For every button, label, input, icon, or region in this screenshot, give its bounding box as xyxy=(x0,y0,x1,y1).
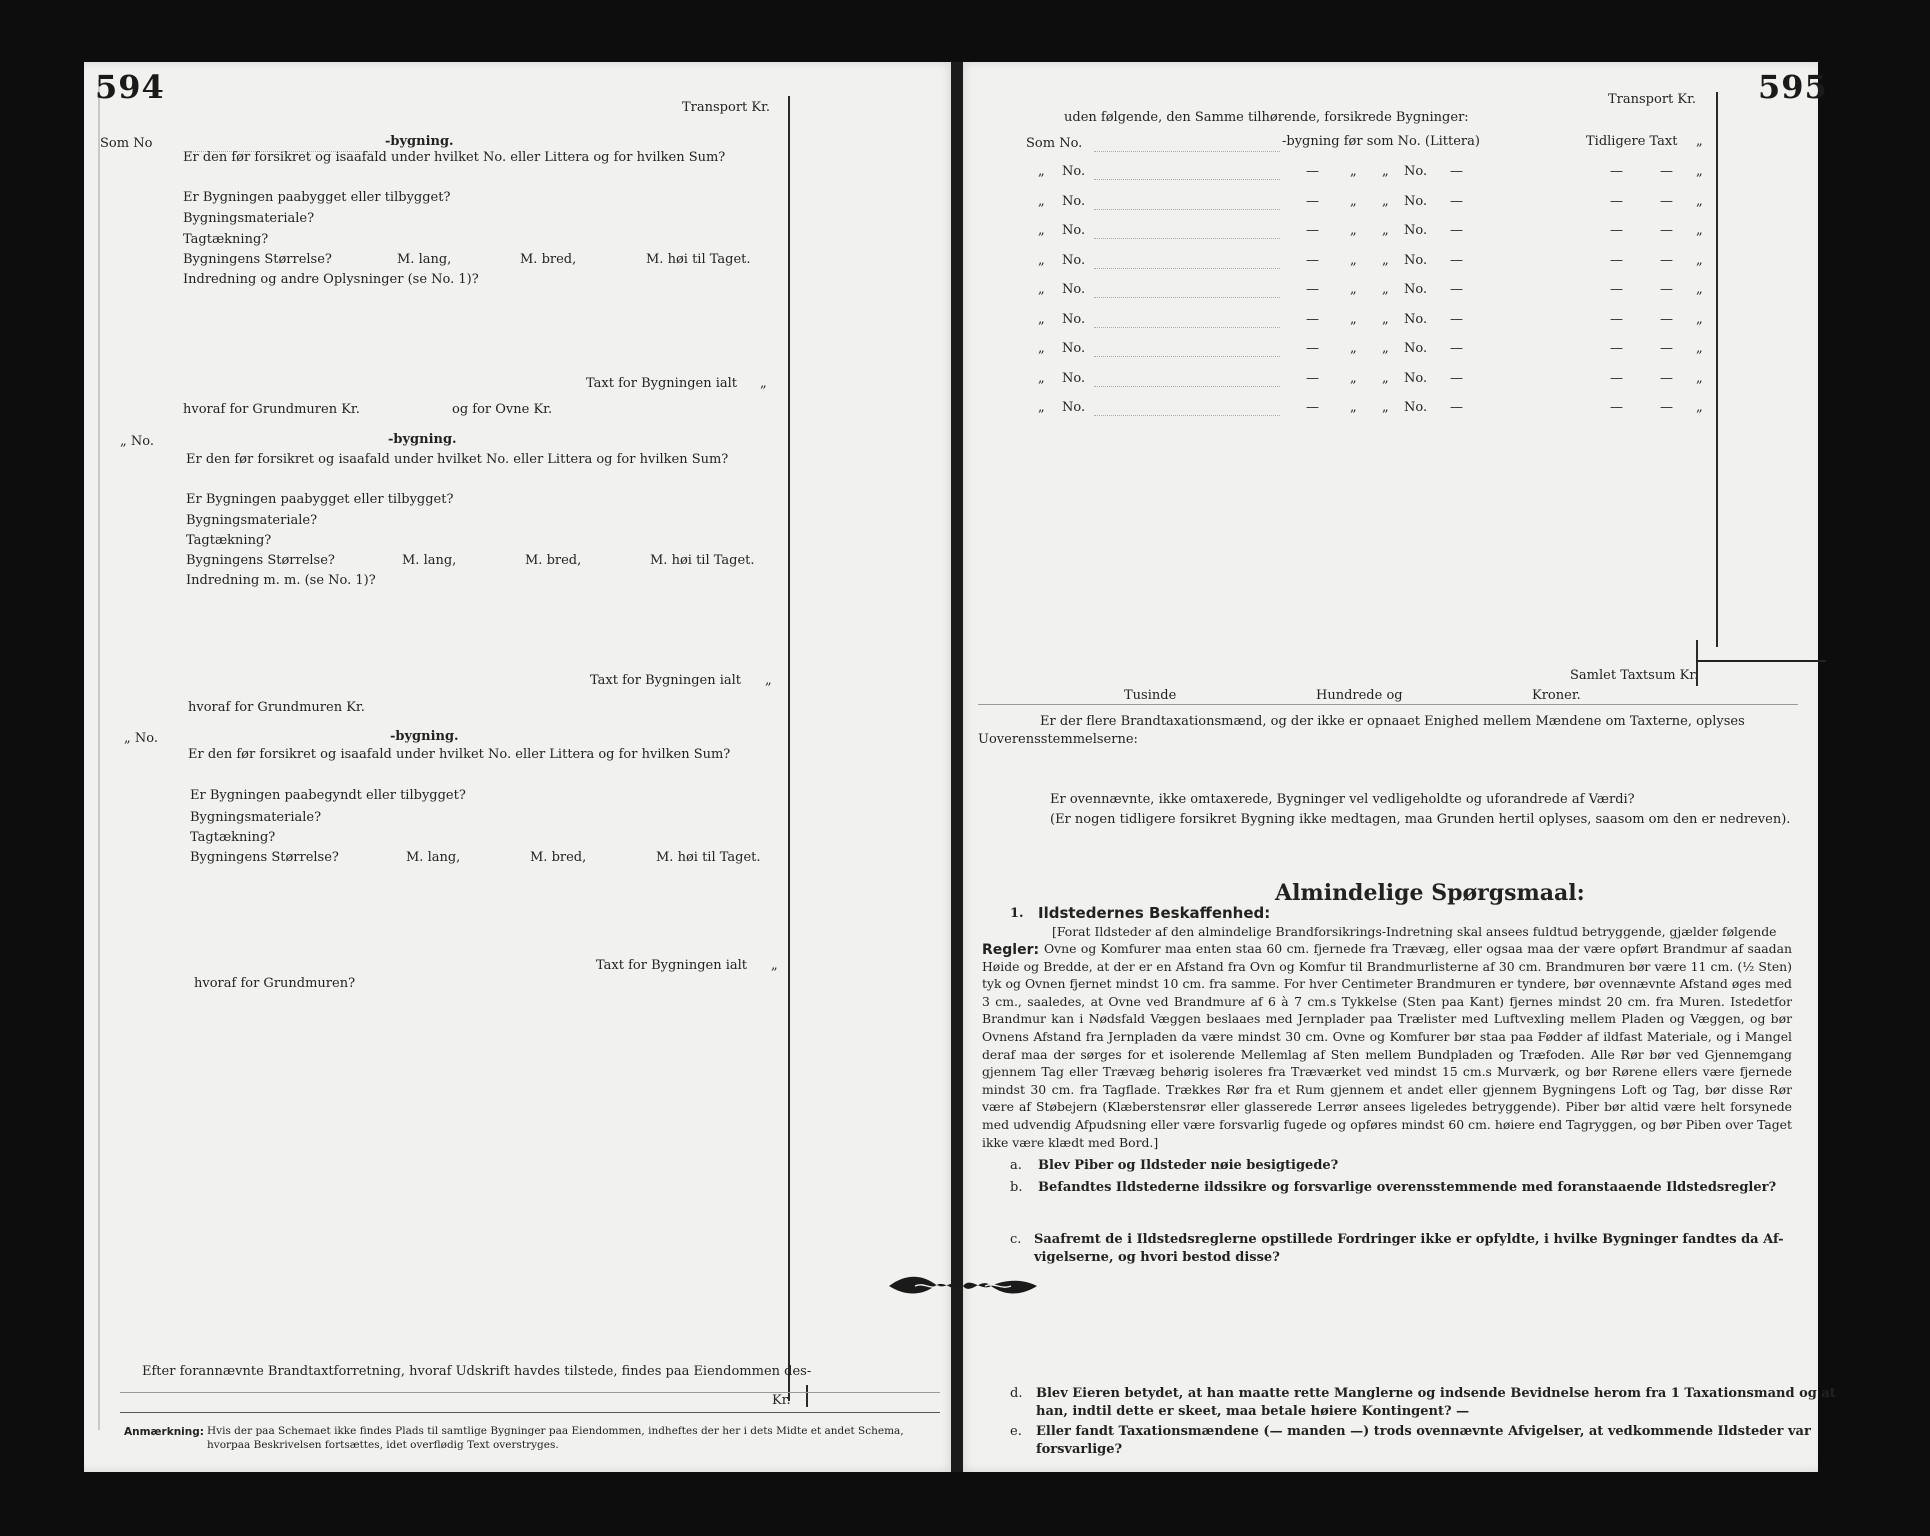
row-fill-line xyxy=(1094,355,1280,357)
row-cell-q: „ xyxy=(1038,400,1045,415)
block3-q1: Er den før forsikret og isaafald under hvilket No. eller Littera og for hvilken Sum? xyxy=(188,747,731,762)
row-cell-m: „ xyxy=(1696,194,1703,209)
book-gutter xyxy=(951,62,963,1472)
block1-q2: Er Bygningen paabygget eller tilbygget? xyxy=(183,190,451,205)
row-cell-d4: — xyxy=(1660,400,1673,415)
row-cell-no: No. xyxy=(1062,253,1086,268)
qe-label: e. xyxy=(1010,1424,1022,1439)
row-cell-d2: — xyxy=(1450,164,1463,179)
vedlige-line2: (Er nogen tidligere forsikret Bygning ikke medtagen, maa Grunden hertil oplyses, saasom om den er nedreven). xyxy=(1050,812,1791,827)
row-cell-q3: „ xyxy=(1382,371,1389,386)
row-fill-line xyxy=(1094,414,1280,416)
row-fill-line xyxy=(1094,385,1280,387)
row-fill-line xyxy=(1094,267,1280,269)
row-cell-q2: „ xyxy=(1350,371,1357,386)
anm-line1: Hvis der paa Schemaet ikke findes Plads til samtlige Bygninger paa Eiendommen, indheftes der her i dets Midte et andet Schema, xyxy=(207,1425,904,1437)
row-cell-no2: No. xyxy=(1404,223,1428,238)
regler-label: Regler: xyxy=(982,942,1040,958)
block2-hvoraf: hvoraf for Grundmuren Kr. xyxy=(188,700,365,715)
qc-text-2: vigelserne, og hvori bestod disse? xyxy=(1034,1250,1280,1265)
block2-q2: Er Bygningen paabygget eller tilbygget? xyxy=(186,492,454,507)
row-cell-no: No. xyxy=(1062,371,1086,386)
item1-title: Ildstedernes Beskaffenhed: xyxy=(1038,904,1271,922)
regler-text: Ovne og Komfurer maa enten staa 60 cm. fjernede fra Trævæg, eller ogsaa maa der være opført Brandmur af saadan Høide og Bredde, at der er en Afstand fra Ovn og Komfur til Brandmurlisterne af 30 cm. Brandmuren bør være 11 cm. (½ Sten) tyk og Ovnen fjernet mindst 10 cm. fra samme. For hver Centimeter Brandmuren er tyndere, bør ovennævnte Afstand øges med 3 cm., saaledes, at Ovne ved Brandmure af 6 à 7 cm.s Tykkelse (Sten paa Kant) fjernes mindst 20 cm. fra Muren. Istedetfor Brandmur kan i Nødsfald Væggen beslaaes med Jernplader paa Trælister med Luftvexling mellem Pladen og Væggen, og bør Ovnens Afstand fra Jernpladen da være mindst 30 cm. Ovne og Komfurer bør staa paa Fødder af ildfast Materiale, og i Mangel deraf maa der sørges for et isolerende Mellemlag af Sten mellem Bundpladen og Træfoden. Alle Rør bør ved Gjennemgang gjennem Tag eller Trævæg behørig isoleres fra Træværket ved mindst 15 cm.s Murværk, og bør Rørene ellers være fjernede mindst 30 cm. fra Tagflade. Trækkes Rør fra et Rum gjennem et andet eller gjennem Bygningens Loft og Tag, bør disse Rør være af Støbejern (Klæberstensrør eller glasserede Lerrør ansees ligeledes betryggende). Piber bør altid være helt forsynede med udvendig Afpudsning eller være forsvarlig fugede og opføres mindst 60 cm. høiere end Tagryggen, og bør Piben over Taget ikke være klædt med Bord.] xyxy=(982,941,1792,1150)
block2-q4: Tagtækning? xyxy=(186,533,272,548)
row-cell-q: „ xyxy=(1038,223,1045,238)
kroner-label: Kroner. xyxy=(1532,688,1581,703)
left-margin-line xyxy=(98,80,100,1430)
block3-bred: M. bred, xyxy=(530,850,587,865)
row-cell-q2: „ xyxy=(1350,341,1357,356)
left-kr-tick xyxy=(806,1385,808,1407)
row-cell-d1: — xyxy=(1306,282,1319,297)
row-cell-d4: — xyxy=(1660,253,1673,268)
kroner-rule xyxy=(978,704,1798,705)
row-fill-line xyxy=(1094,296,1280,298)
row-cell-q2: „ xyxy=(1350,194,1357,209)
row-header-mark: „ xyxy=(1696,134,1703,149)
qe-text-2: forsvarlige? xyxy=(1036,1442,1123,1457)
block1-prefix: Som No xyxy=(100,136,153,151)
block3-lang: M. lang, xyxy=(406,850,461,865)
samlet-rule xyxy=(1696,660,1826,662)
row-cell-no2: No. xyxy=(1404,282,1428,297)
row-cell-d1: — xyxy=(1306,371,1319,386)
row-cell-d3: — xyxy=(1610,253,1623,268)
row-cell-d4: — xyxy=(1660,223,1673,238)
qd-label: d. xyxy=(1010,1386,1023,1401)
row-cell-d3: — xyxy=(1610,341,1623,356)
block2-bygning: -bygning. xyxy=(388,432,457,447)
block2-prefix: „ No. xyxy=(120,434,154,449)
block2-hoi: M. høi til Taget. xyxy=(650,553,755,568)
row-cell-m: „ xyxy=(1696,341,1703,356)
row-cell-d1: — xyxy=(1306,341,1319,356)
flere-line2: Uoverensstemmelserne: xyxy=(978,732,1138,747)
flere-line1: Er der flere Brandtaxationsmænd, og der ikke er opnaaet Enighed mellem Mændene om Taxterne, oplyses xyxy=(1040,714,1745,729)
row-cell-q: „ xyxy=(1038,253,1045,268)
row-cell-no2: No. xyxy=(1404,194,1428,209)
row-cell-d2: — xyxy=(1450,253,1463,268)
row-cell-q: „ xyxy=(1038,164,1045,179)
row-cell-no: No. xyxy=(1062,282,1086,297)
row-cell-no: No. xyxy=(1062,164,1086,179)
row-cell-q2: „ xyxy=(1350,164,1357,179)
row-cell-m: „ xyxy=(1696,253,1703,268)
block1-q1: Er den før forsikret og isaafald under hvilket No. eller Littera og for hvilken Sum? xyxy=(183,150,726,165)
row-header-bygning: -bygning før som No. (Littera) xyxy=(1282,134,1480,149)
row-cell-q2: „ xyxy=(1350,282,1357,297)
block2-bred: M. bred, xyxy=(525,553,582,568)
row-cell-q3: „ xyxy=(1382,282,1389,297)
anm-label: Anmærkning: xyxy=(124,1426,204,1438)
row-cell-d4: — xyxy=(1660,164,1673,179)
left-kr: Kr. xyxy=(772,1393,791,1408)
block1-taxt: Taxt for Bygningen ialt xyxy=(586,376,738,391)
row-cell-no2: No. xyxy=(1404,253,1428,268)
block1-hoi: M. høi til Taget. xyxy=(646,252,751,267)
row-cell-q: „ xyxy=(1038,371,1045,386)
row-cell-d2: — xyxy=(1450,223,1463,238)
block3-q4: Tagtækning? xyxy=(190,830,276,845)
efter-text: Efter forannævnte Brandtaxtforretning, hvoraf Udskrift havdes tilstede, findes paa Eiendommen des- xyxy=(142,1364,812,1379)
row-cell-q3: „ xyxy=(1382,194,1389,209)
row-cell-m: „ xyxy=(1696,371,1703,386)
block1-hvoraf: hvoraf for Grundmuren Kr. xyxy=(183,402,360,417)
row-cell-d1: — xyxy=(1306,164,1319,179)
block3-hvoraf: hvoraf for Grundmuren? xyxy=(194,976,356,991)
block1-q5: Bygningens Størrelse? xyxy=(183,252,332,267)
row-fill-line xyxy=(1094,178,1280,180)
row-header-som: Som No. xyxy=(1026,136,1083,151)
row-cell-d2: — xyxy=(1450,282,1463,297)
row-cell-m: „ xyxy=(1696,282,1703,297)
row-header-fill xyxy=(1094,150,1280,152)
row-cell-d2: — xyxy=(1450,341,1463,356)
row-cell-q3: „ xyxy=(1382,223,1389,238)
page-number-left: 594 xyxy=(95,68,165,106)
left-bottom-rule xyxy=(120,1412,940,1413)
row-cell-q2: „ xyxy=(1350,312,1357,327)
qc-text-1: Saafremt de i Ildstedsreglerne opstillede Fordringer ikke er opfyldte, i hvilke Bygninger fandtes da Af- xyxy=(1034,1232,1784,1247)
qa-label: a. xyxy=(1010,1158,1022,1173)
row-header-tidligere: Tidligere Taxt xyxy=(1586,134,1678,149)
block3-prefix: „ No. xyxy=(124,731,158,746)
row-cell-q: „ xyxy=(1038,282,1045,297)
block1-q6: Indredning og andre Oplysninger (se No. 1)? xyxy=(183,272,479,287)
block2-q3: Bygningsmateriale? xyxy=(186,513,318,528)
row-fill-line xyxy=(1094,208,1280,210)
row-cell-no2: No. xyxy=(1404,164,1428,179)
left-amount-column-line xyxy=(788,96,790,1401)
transport-left: Transport Kr. xyxy=(682,100,771,115)
block3-hoi: M. høi til Taget. xyxy=(656,850,761,865)
qd-text-1: Blev Eieren betydet, at han maatte rette Manglerne og indsende Bevidnelse herom fra 1 Taxationsmand og at xyxy=(1036,1386,1836,1401)
row-cell-no: No. xyxy=(1062,312,1086,327)
row-cell-no: No. xyxy=(1062,223,1086,238)
item1-intro: [Forat Ildsteder af den almindelige Brandforsikrings-Indretning skal ansees fuldtud betryggende, gjælder følgende xyxy=(1052,924,1777,939)
right-amount-column-line xyxy=(1716,92,1718,647)
row-cell-q3: „ xyxy=(1382,253,1389,268)
qa-text: Blev Piber og Ildsteder nøie besigtigede? xyxy=(1038,1158,1339,1173)
row-fill-line xyxy=(1094,326,1280,328)
block2-q5: Bygningens Størrelse? xyxy=(186,553,335,568)
row-cell-d3: — xyxy=(1610,282,1623,297)
efter-underline xyxy=(120,1392,940,1393)
qe-text-1: Eller fandt Taxationsmændene (— manden —) trods ovennævnte Afvigelser, at vedkommende Ildsteder var xyxy=(1036,1424,1811,1439)
row-fill-line xyxy=(1094,237,1280,239)
row-cell-no: No. xyxy=(1062,194,1086,209)
row-cell-m: „ xyxy=(1696,164,1703,179)
block3-q5: Bygningens Størrelse? xyxy=(190,850,339,865)
row-cell-d2: — xyxy=(1450,371,1463,386)
row-cell-d2: — xyxy=(1450,194,1463,209)
row-cell-d4: — xyxy=(1660,282,1673,297)
row-cell-d4: — xyxy=(1660,194,1673,209)
row-cell-d2: — xyxy=(1450,312,1463,327)
row-cell-d3: — xyxy=(1610,312,1623,327)
row-cell-q3: „ xyxy=(1382,164,1389,179)
qc-label: c. xyxy=(1010,1232,1022,1247)
row-cell-d1: — xyxy=(1306,253,1319,268)
row-cell-d1: — xyxy=(1306,400,1319,415)
row-cell-no2: No. xyxy=(1404,312,1428,327)
row-cell-d4: — xyxy=(1660,341,1673,356)
row-cell-d4: — xyxy=(1660,371,1673,386)
row-cell-d2: — xyxy=(1450,400,1463,415)
row-cell-d3: — xyxy=(1610,164,1623,179)
block3-q3: Bygningsmateriale? xyxy=(190,810,322,825)
row-cell-m: „ xyxy=(1696,223,1703,238)
block1-bred: M. bred, xyxy=(520,252,577,267)
row-cell-no2: No. xyxy=(1404,371,1428,386)
vedlige-line1: Er ovennævnte, ikke omtaxerede, Bygninger vel vedligeholdte og uforandrede af Værdi? xyxy=(1050,792,1635,807)
row-cell-m: „ xyxy=(1696,312,1703,327)
row-cell-no2: No. xyxy=(1404,341,1428,356)
hundrede-label: Hundrede og xyxy=(1316,688,1403,703)
row-cell-q2: „ xyxy=(1350,400,1357,415)
samlet-taxtsum: Samlet Taxtsum Kr. xyxy=(1570,668,1699,683)
block3-q2: Er Bygningen paabegyndt eller tilbygget? xyxy=(190,788,466,803)
block3-bygning: -bygning. xyxy=(390,729,459,744)
row-cell-d3: — xyxy=(1610,371,1623,386)
row-cell-no2: No. xyxy=(1404,400,1428,415)
row-cell-no: No. xyxy=(1062,400,1086,415)
right-intro: uden følgende, den Samme tilhørende, forsikrede Bygninger: xyxy=(1064,110,1469,125)
block3-taxt: Taxt for Bygningen ialt xyxy=(596,958,748,973)
section-heading: Almindelige Spørgsmaal: xyxy=(1275,880,1585,906)
row-cell-d3: — xyxy=(1610,400,1623,415)
block2-q1: Er den før forsikret og isaafald under hvilket No. eller Littera og for hvilken Sum? xyxy=(186,452,729,467)
anm-line2: hvorpaa Beskrivelsen fortsættes, idet overflødig Text overstryges. xyxy=(207,1439,559,1451)
row-cell-d1: — xyxy=(1306,312,1319,327)
row-cell-q3: „ xyxy=(1382,400,1389,415)
block2-q6: Indredning m. m. (se No. 1)? xyxy=(186,573,376,588)
row-cell-d1: — xyxy=(1306,223,1319,238)
block1-bygning: -bygning. xyxy=(385,134,454,149)
row-cell-d4: — xyxy=(1660,312,1673,327)
row-cell-m: „ xyxy=(1696,400,1703,415)
row-cell-d1: — xyxy=(1306,194,1319,209)
block1-taxt-mark: „ xyxy=(760,376,767,391)
block1-lang: M. lang, xyxy=(397,252,452,267)
transport-right: Transport Kr. xyxy=(1608,92,1697,107)
block2-taxt-mark: „ xyxy=(765,673,772,688)
row-cell-no: No. xyxy=(1062,341,1086,356)
row-cell-q2: „ xyxy=(1350,253,1357,268)
ornament-icon xyxy=(885,1272,1041,1300)
block1-q3: Bygningsmateriale? xyxy=(183,211,315,226)
block1-q4: Tagtækning? xyxy=(183,232,269,247)
row-cell-q: „ xyxy=(1038,194,1045,209)
row-cell-q3: „ xyxy=(1382,312,1389,327)
item1-number: 1. xyxy=(1010,906,1024,921)
block3-taxt-mark: „ xyxy=(771,958,778,973)
row-cell-q: „ xyxy=(1038,341,1045,356)
block2-taxt: Taxt for Bygningen ialt xyxy=(590,673,742,688)
qb-text: Befandtes Ildstederne ildssikre og forsvarlige overensstemmende med foranstaaende Ildstedsregler? xyxy=(1038,1180,1777,1195)
row-cell-d3: — xyxy=(1610,223,1623,238)
block2-lang: M. lang, xyxy=(402,553,457,568)
block1-ovne: og for Ovne Kr. xyxy=(452,402,553,417)
row-cell-q: „ xyxy=(1038,312,1045,327)
tusinde-label: Tusinde xyxy=(1124,688,1177,703)
row-cell-q2: „ xyxy=(1350,223,1357,238)
row-cell-d3: — xyxy=(1610,194,1623,209)
qd-text-2: han, indtil dette er skeet, maa betale høiere Kontingent? — xyxy=(1036,1404,1470,1419)
qb-label: b. xyxy=(1010,1180,1023,1195)
row-cell-q3: „ xyxy=(1382,341,1389,356)
page-number-right: 595 xyxy=(1758,68,1828,106)
